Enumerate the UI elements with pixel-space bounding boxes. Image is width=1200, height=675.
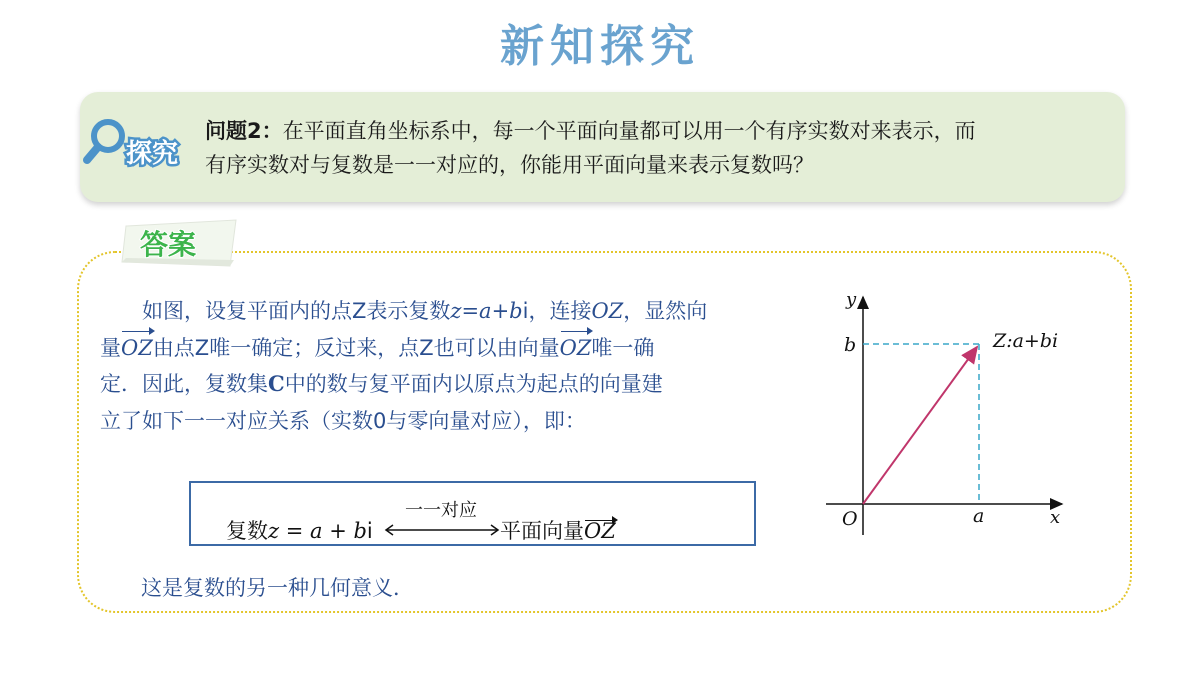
complex-set-symbol: C [268, 371, 285, 396]
point-z-label: Z:a+bi [993, 330, 1059, 352]
double-arrow-icon [383, 522, 501, 538]
x-axis-label: x [1050, 507, 1061, 528]
a-label: a [973, 505, 985, 527]
complex-plane-diagram [818, 285, 1078, 550]
question-line-1 [205, 114, 1120, 148]
vector-oz: OZ [560, 330, 592, 367]
vector-oz-arrow [863, 347, 977, 504]
mapping-over-arrow-label: 一一对应 [405, 500, 477, 521]
mapping-left: 复数z = a + bi [226, 519, 373, 543]
answer-line-2: 量OZ由点Z唯一确定；反过来，点Z也可以由向量OZ唯一确 [100, 330, 800, 367]
page-title: 新知探究 [500, 21, 700, 72]
answer-tag-label: 答案 [140, 228, 197, 261]
question-line-2: 有序实数对与复数是一一对应的，你能用平面向量来表示复数吗？ [205, 153, 814, 177]
answer-tag [118, 218, 238, 268]
mapping-right: 平面向量OZ [500, 519, 616, 543]
answer-line-1: 如图，设复平面内的点Z表示复数z=a+bi，连接OZ，显然向 [142, 299, 708, 323]
answer-line-4: 立了如下一一对应关系（实数0与零向量对应），即： [100, 408, 586, 433]
explore-badge [82, 112, 202, 176]
magnifier-icon [82, 112, 202, 176]
origin-label: O [842, 508, 858, 530]
b-label: b [844, 334, 857, 356]
vector-oz: OZ [121, 330, 153, 367]
badge-label: 探究 [126, 139, 179, 169]
question-line-1-text: 在平面直角坐标系中，每一个平面向量都可以用一个有序实数对来表示，而 [282, 119, 976, 143]
y-axis-label: y [846, 289, 857, 310]
question-text [205, 114, 1120, 182]
answer-line-3: 定．因此，复数集C中的数与复平面内以原点为起点的向量建 [100, 371, 663, 396]
question-label: 问题2： [205, 119, 283, 143]
answer-paragraph [100, 293, 800, 439]
closing-text: 这是复数的另一种几何意义． [141, 576, 414, 600]
